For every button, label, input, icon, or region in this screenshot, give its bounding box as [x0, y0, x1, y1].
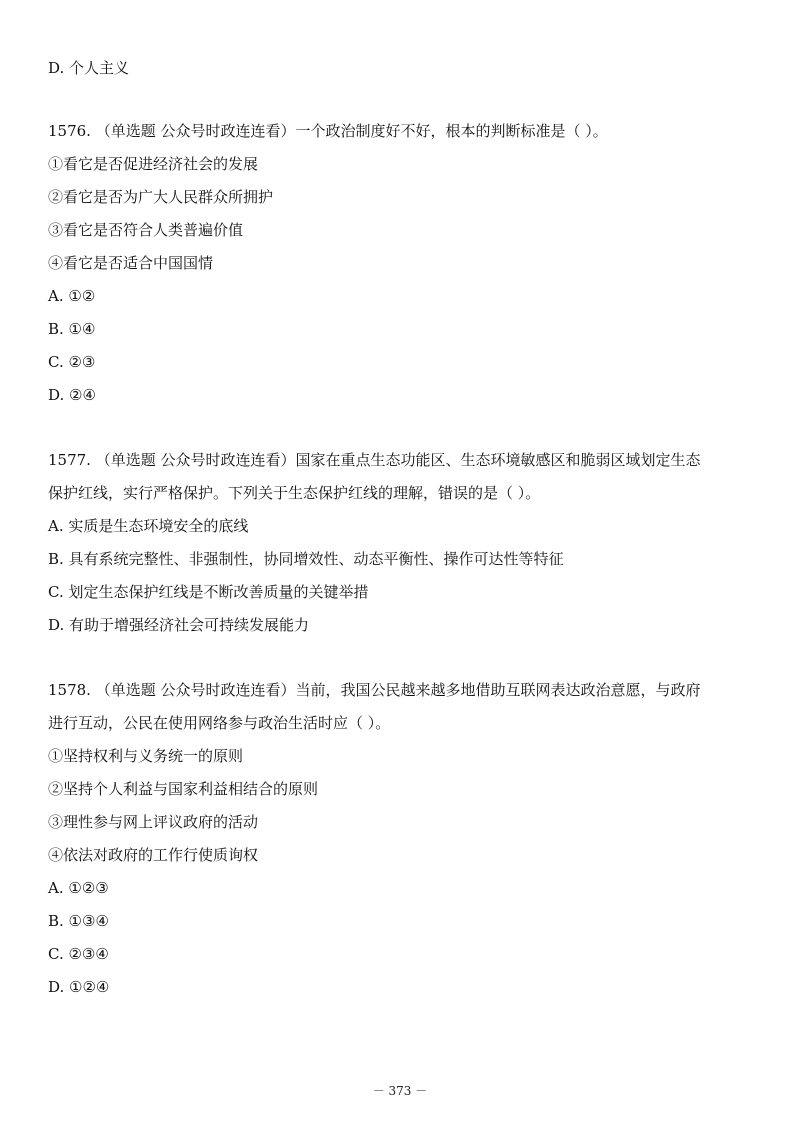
question-1578-stem-line-2: 进行互动，公民在使用网络参与政治生活时应（ ）。	[48, 714, 391, 732]
question-1576-statement-2: ②看它是否为广大人民群众所拥护	[48, 188, 274, 206]
question-1576-statement-1: ①看它是否促进经济社会的发展	[48, 155, 259, 173]
question-1576-option-a: A. ①②	[48, 287, 96, 305]
question-1578-statement-3: ③理性参与网上评议政府的活动	[48, 813, 259, 831]
question-1576-option-c: C. ②③	[48, 353, 96, 371]
question-1577-stem-line-1: 1577. （单选题 公众号时政连连看）国家在重点生态功能区、生态环境敏感区和脆弱区域划定生态	[48, 451, 701, 469]
option-d-previous: D. 个人主义	[48, 59, 130, 77]
question-1576-option-d: D. ②④	[48, 386, 96, 404]
question-1578-option-c: C. ②③④	[48, 945, 109, 963]
question-1578-option-b: B. ①③④	[48, 912, 109, 930]
question-1578-option-d: D. ①②④	[48, 978, 110, 996]
question-1576-option-b: B. ①④	[48, 320, 96, 338]
question-1576-stem: 1576. （单选题 公众号时政连连看）一个政治制度好不好，根本的判断标准是（ ）。	[48, 122, 608, 140]
question-1578-stem-line-1: 1578. （单选题 公众号时政连连看）当前，我国公民越来越多地借助互联网表达政治意愿，与政府	[48, 681, 701, 699]
question-1578-statement-2: ②坚持个人利益与国家利益相结合的原则	[48, 780, 319, 798]
question-1578-statement-1: ①坚持权利与义务统一的原则	[48, 747, 244, 765]
question-1577-option-d: D. 有助于增强经济社会可持续发展能力	[48, 616, 310, 634]
question-1577-option-b: B. 具有系统完整性、非强制性，协同增效性、动态平衡性、操作可达性等特征	[48, 550, 564, 568]
question-1578-statement-4: ④依法对政府的工作行使质询权	[48, 846, 259, 864]
question-1577-option-c: C. 划定生态保护红线是不断改善质量的关键举措	[48, 583, 369, 601]
question-1578-option-a: A. ①②③	[48, 879, 109, 897]
question-1577-stem-line-2: 保护红线，实行严格保护。下列关于生态保护红线的理解，错误的是（ ）。	[48, 484, 541, 502]
page-number: － 373 －	[372, 1084, 428, 1098]
question-1576-statement-3: ③看它是否符合人类普遍价值	[48, 221, 244, 239]
question-1576-statement-4: ④看它是否适合中国国情	[48, 254, 214, 272]
question-1577-option-a: A. 实质是生态环境安全的底线	[48, 517, 249, 535]
